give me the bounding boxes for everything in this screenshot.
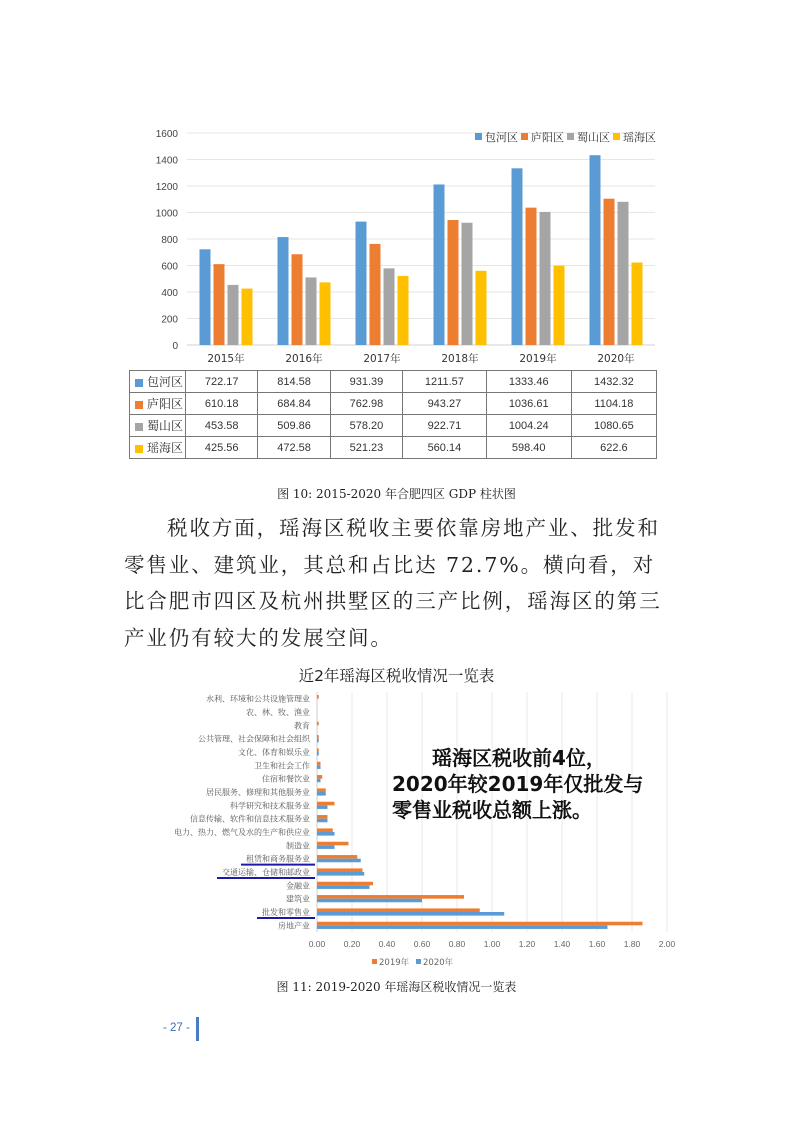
y-category-label: 文化、体育和娱乐业 bbox=[238, 748, 310, 757]
table-cell: 509.86 bbox=[258, 415, 330, 437]
legend-swatch bbox=[567, 133, 574, 140]
x-tick-label: 2018年 bbox=[441, 353, 479, 365]
y-category-label: 租赁和商务服务业 bbox=[246, 854, 310, 864]
bar-2019年-科学研究和技术服务业 bbox=[317, 802, 335, 806]
y-category-label: 信息传输、软件和信息技术服务业 bbox=[190, 814, 310, 824]
x-tick-label: 0.80 bbox=[448, 939, 466, 949]
table-cell: 922.71 bbox=[403, 415, 486, 437]
y-tick-label: 1600 bbox=[155, 129, 178, 140]
legend-label: 2020年 bbox=[423, 958, 454, 968]
bar-2019年-金融业 bbox=[317, 882, 373, 886]
bar-包河区-2020年 bbox=[590, 155, 601, 345]
row-label: 蜀山区 bbox=[147, 419, 184, 433]
bar-2019年-卫生和社会工作 bbox=[317, 762, 321, 766]
legend-swatch bbox=[475, 133, 482, 140]
bar-2020年-租赁和商务服务业 bbox=[317, 859, 361, 863]
bar-2020年-批发和零售业 bbox=[317, 912, 504, 916]
table-cell: 1211.57 bbox=[403, 371, 486, 393]
bar-瑶海区-2020年 bbox=[632, 263, 643, 345]
table-cell: 578.20 bbox=[330, 415, 402, 437]
table-cell: 1104.18 bbox=[571, 393, 656, 415]
y-tick-label: 200 bbox=[161, 314, 178, 326]
table-cell: 943.27 bbox=[403, 393, 486, 415]
bar-2019年-建筑业 bbox=[317, 895, 464, 899]
paragraph-text: 税收方面，瑶海区税收主要依靠房地产业、批发和零售业、建筑业，其总和占比达 72.7%。横向看，对比合肥市四区及杭州拱墅区的三产比例，瑶海区的第三产业仍有较大的发展空间。 bbox=[124, 516, 662, 650]
table-row bbox=[130, 415, 657, 437]
y-tick-label: 400 bbox=[161, 288, 178, 299]
y-category-label: 电力、热力、燃气及水的生产和供应业 bbox=[174, 828, 310, 837]
bar-庐阳区-2018年 bbox=[448, 220, 459, 345]
bar-庐阳区-2019年 bbox=[526, 208, 537, 345]
bar-2019年-批发和零售业 bbox=[317, 908, 480, 912]
bar-蜀山区-2015年 bbox=[228, 285, 239, 345]
bar-2020年-交通运输、仓储和邮政业 bbox=[317, 872, 364, 876]
y-category-label: 批发和零售业 bbox=[262, 908, 310, 917]
table-cell: 931.39 bbox=[330, 371, 402, 393]
bar-蜀山区-2017年 bbox=[384, 268, 395, 345]
tax-callout bbox=[392, 745, 662, 823]
bar-瑶海区-2015年 bbox=[242, 289, 253, 345]
legend-swatch bbox=[521, 133, 528, 140]
bar-2020年-科学研究和技术服务业 bbox=[317, 805, 328, 809]
row-label-cell bbox=[130, 415, 186, 437]
y-category-label: 交通运输、仓储和邮政业 bbox=[222, 868, 310, 877]
table-cell: 1432.32 bbox=[571, 371, 656, 393]
legend-swatch bbox=[416, 959, 421, 964]
bar-2019年-住宿和餐饮业 bbox=[317, 775, 322, 779]
page-number: - 27 - bbox=[163, 1022, 190, 1034]
table-row bbox=[130, 437, 657, 459]
bar-2019年-水利、环境和公共设施管理业 bbox=[317, 695, 319, 699]
x-tick-label: 2016年 bbox=[285, 353, 323, 365]
table-cell: 762.98 bbox=[330, 393, 402, 415]
bar-2020年-信息传输、软件和信息技术服务业 bbox=[317, 819, 328, 823]
x-tick-label: 2019年 bbox=[519, 353, 557, 365]
x-tick-label: 2.00 bbox=[658, 939, 676, 949]
legend-swatch bbox=[135, 379, 143, 387]
bar-包河区-2019年 bbox=[512, 168, 523, 345]
bar-2020年-电力、热力、燃气及水的生产和供应业 bbox=[317, 832, 335, 836]
y-tick-label: 1200 bbox=[155, 182, 178, 193]
table-cell: 560.14 bbox=[403, 437, 486, 459]
bar-2020年-制造业 bbox=[317, 845, 335, 849]
bar-2019年-租赁和商务服务业 bbox=[317, 855, 357, 859]
y-category-label: 教育 bbox=[294, 721, 310, 731]
tax-chart-title: 近2年瑶海区税收情况一览表 bbox=[298, 667, 495, 685]
x-tick-label: 0.40 bbox=[378, 939, 396, 949]
x-tick-label: 0.20 bbox=[343, 939, 361, 949]
bar-2020年-金融业 bbox=[317, 885, 370, 889]
y-category-label: 建筑业 bbox=[286, 894, 310, 904]
bar-庐阳区-2016年 bbox=[292, 254, 303, 345]
row-label: 包河区 bbox=[147, 375, 184, 389]
y-category-label: 居民服务、修理和其他服务业 bbox=[206, 788, 310, 797]
legend-swatch bbox=[135, 401, 143, 409]
y-tick-label: 0 bbox=[172, 341, 178, 352]
legend-swatch bbox=[613, 133, 620, 140]
bar-包河区-2017年 bbox=[356, 222, 367, 345]
row-label: 庐阳区 bbox=[147, 397, 184, 411]
y-category-label: 房地产业 bbox=[278, 921, 310, 931]
bar-2020年-公共管理、社会保障和社会组织 bbox=[317, 739, 319, 743]
legend-swatch bbox=[135, 445, 143, 453]
x-tick-label: 1.20 bbox=[518, 939, 536, 949]
legend-label: 瑶海区 bbox=[623, 131, 656, 144]
y-category-label: 科学研究和技术服务业 bbox=[230, 801, 310, 811]
bar-2020年-卫生和社会工作 bbox=[317, 765, 321, 769]
figure-11-caption: 图 11: 2019-2020 年瑶海区税收情况一览表 bbox=[276, 980, 517, 994]
page-number-bar bbox=[196, 1017, 199, 1041]
legend-label: 蜀山区 bbox=[577, 131, 610, 144]
bar-2020年-住宿和餐饮业 bbox=[317, 779, 321, 783]
bar-2019年-文化、体育和娱乐业 bbox=[317, 748, 319, 752]
gdp-bar-chart bbox=[140, 120, 660, 370]
y-category-label: 农、林、牧、渔业 bbox=[246, 708, 310, 717]
table-cell: 1080.65 bbox=[571, 415, 656, 437]
bar-蜀山区-2019年 bbox=[540, 212, 551, 345]
bar-2019年-交通运输、仓储和邮政业 bbox=[317, 868, 363, 872]
y-category-label: 金融业 bbox=[286, 881, 310, 891]
table-row bbox=[130, 393, 657, 415]
bar-2020年-居民服务、修理和其他服务业 bbox=[317, 792, 326, 796]
bar-包河区-2015年 bbox=[200, 249, 211, 345]
y-category-label: 水利、环境和公共设施管理业 bbox=[206, 694, 310, 704]
table-cell: 1036.61 bbox=[486, 393, 571, 415]
bar-2019年-房地产业 bbox=[317, 922, 643, 926]
x-tick-label: 1.60 bbox=[588, 939, 606, 949]
bar-包河区-2016年 bbox=[278, 237, 289, 345]
x-tick-label: 1.40 bbox=[553, 939, 571, 949]
y-tick-label: 800 bbox=[161, 235, 178, 246]
gdp-data-table bbox=[129, 370, 657, 459]
bar-蜀山区-2018年 bbox=[462, 223, 473, 345]
legend-label: 包河区 bbox=[485, 131, 518, 144]
x-tick-label: 2020年 bbox=[597, 353, 635, 365]
legend-label: 庐阳区 bbox=[531, 131, 564, 144]
table-cell: 598.40 bbox=[486, 437, 571, 459]
bar-2020年-文化、体育和娱乐业 bbox=[317, 752, 319, 756]
callout-line-3: 零售业税收总额上涨。 bbox=[392, 798, 592, 822]
tax-horizontal-bar-chart bbox=[160, 688, 680, 973]
y-tick-label: 1400 bbox=[155, 155, 178, 167]
callout-line-1: 瑶海区税收前4位， bbox=[432, 746, 606, 770]
table-cell: 684.84 bbox=[258, 393, 330, 415]
bar-2020年-房地产业 bbox=[317, 925, 608, 929]
x-tick-label: 1.00 bbox=[483, 939, 501, 949]
figure-10-caption: 图 10: 2015-2020 年合肥四区 GDP 柱状图 bbox=[277, 487, 516, 501]
legend-label: 2019年 bbox=[379, 958, 410, 968]
bar-蜀山区-2020年 bbox=[618, 202, 629, 345]
legend-swatch bbox=[372, 959, 377, 964]
table-cell: 453.58 bbox=[186, 415, 258, 437]
table-cell: 722.17 bbox=[186, 371, 258, 393]
row-label: 瑶海区 bbox=[147, 441, 184, 455]
table-cell: 425.56 bbox=[186, 437, 258, 459]
bar-庐阳区-2017年 bbox=[370, 244, 381, 345]
y-category-label: 卫生和社会工作 bbox=[254, 761, 310, 771]
table-row bbox=[130, 371, 657, 393]
row-label-cell bbox=[130, 393, 186, 415]
bar-庐阳区-2020年 bbox=[604, 199, 615, 345]
table-cell: 814.58 bbox=[258, 371, 330, 393]
table-cell: 610.18 bbox=[186, 393, 258, 415]
legend-swatch bbox=[135, 423, 143, 431]
bar-瑶海区-2017年 bbox=[398, 276, 409, 345]
y-category-label: 公共管理、社会保障和社会组织 bbox=[198, 734, 310, 744]
x-tick-label: 0.60 bbox=[413, 939, 431, 949]
y-category-label: 住宿和餐饮业 bbox=[262, 774, 310, 784]
bar-2019年-电力、热力、燃气及水的生产和供应业 bbox=[317, 828, 333, 832]
bar-包河区-2018年 bbox=[434, 184, 445, 345]
bar-庐阳区-2015年 bbox=[214, 264, 225, 345]
y-tick-label: 600 bbox=[161, 261, 178, 273]
x-tick-label: 2017年 bbox=[363, 353, 401, 365]
table-cell: 521.23 bbox=[330, 437, 402, 459]
bar-2019年-公共管理、社会保障和社会组织 bbox=[317, 735, 319, 739]
row-label-cell bbox=[130, 371, 186, 393]
x-tick-label: 2015年 bbox=[207, 353, 245, 365]
bar-瑶海区-2018年 bbox=[476, 271, 487, 345]
bar-2019年-制造业 bbox=[317, 842, 349, 846]
bar-2019年-信息传输、软件和信息技术服务业 bbox=[317, 815, 328, 819]
callout-line-2: 2020年较2019年仅批发与 bbox=[392, 772, 644, 796]
bar-蜀山区-2016年 bbox=[306, 277, 317, 345]
bar-瑶海区-2016年 bbox=[320, 282, 331, 345]
row-label-cell bbox=[130, 437, 186, 459]
bar-瑶海区-2019年 bbox=[554, 266, 565, 345]
bar-2019年-居民服务、修理和其他服务业 bbox=[317, 788, 326, 792]
bar-2020年-建筑业 bbox=[317, 899, 422, 903]
table-cell: 1004.24 bbox=[486, 415, 571, 437]
body-paragraph bbox=[124, 510, 669, 656]
table-cell: 472.58 bbox=[258, 437, 330, 459]
x-tick-label: 0.00 bbox=[308, 939, 326, 949]
y-tick-label: 1000 bbox=[155, 208, 178, 220]
table-cell: 1333.46 bbox=[486, 371, 571, 393]
bar-2019年-教育 bbox=[317, 722, 319, 726]
table-cell: 622.6 bbox=[571, 437, 656, 459]
x-tick-label: 1.80 bbox=[623, 939, 641, 949]
y-category-label: 制造业 bbox=[286, 841, 310, 851]
